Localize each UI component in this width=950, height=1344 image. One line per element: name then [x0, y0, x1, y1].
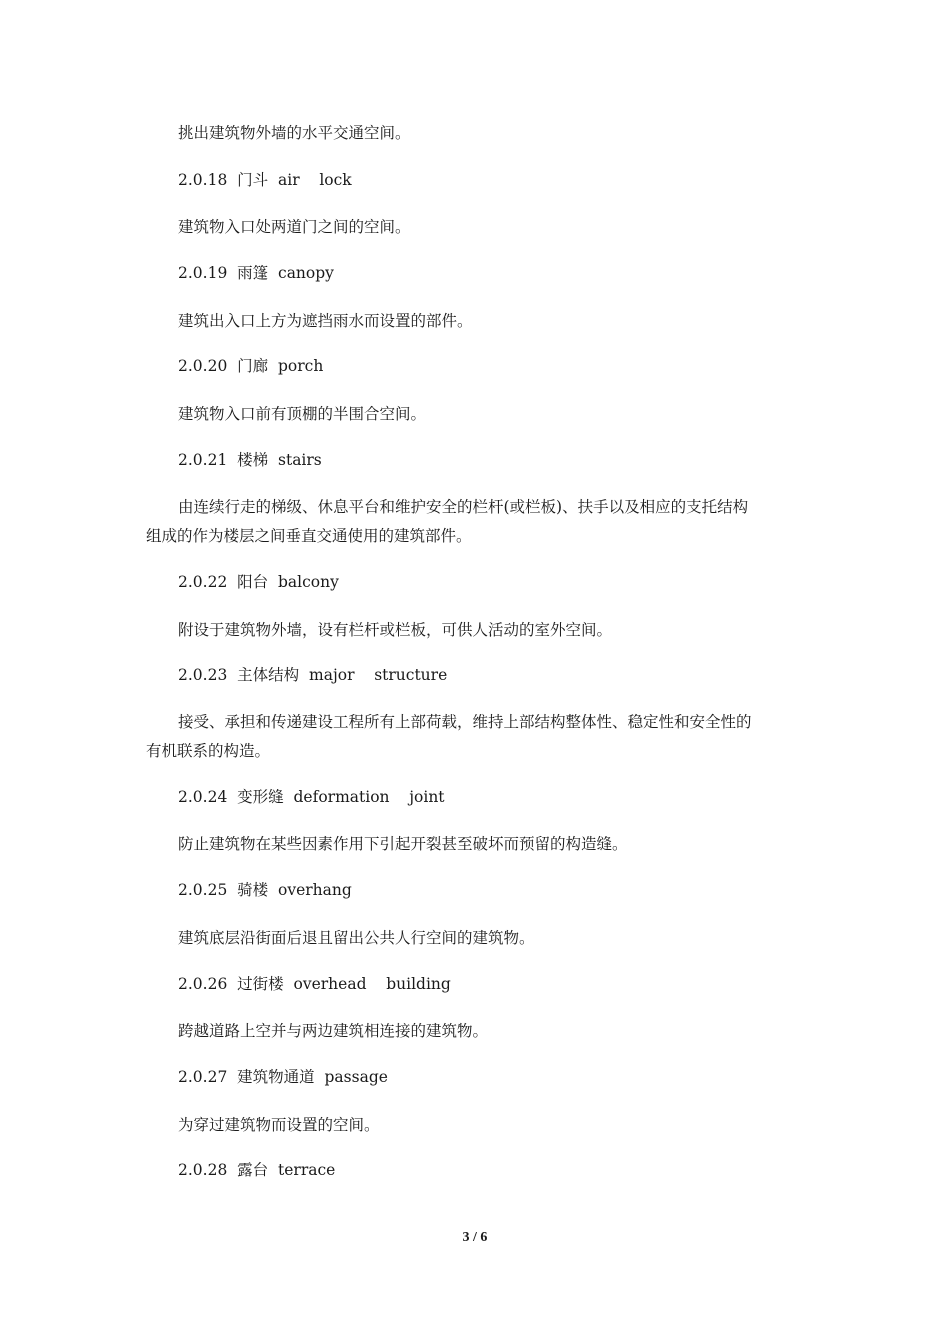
definition-text-continued: 组成的作为楼层之间垂直交通使用的建筑部件。	[146, 527, 472, 545]
term-heading: 2.0.18 门斗 air lock	[178, 171, 352, 189]
definition-text: 建筑底层沿街面后退且留出公共人行空间的建筑物。	[178, 929, 535, 947]
definition-text: 挑出建筑物外墙的水平交通空间。	[178, 124, 411, 142]
definition-text: 由连续行走的梯级、休息平台和维护安全的栏杆(或栏板)、扶手以及相应的支托结构	[178, 498, 749, 516]
term-heading: 2.0.23 主体结构 major structure	[178, 666, 448, 684]
term-heading: 2.0.26 过街楼 overhead building	[178, 975, 451, 993]
definition-text: 建筑物入口处两道门之间的空间。	[178, 218, 411, 236]
term-heading: 2.0.28 露台 terrace	[178, 1161, 336, 1179]
term-heading: 2.0.25 骑楼 overhang	[178, 881, 352, 899]
definition-text: 为穿过建筑物而设置的空间。	[178, 1116, 380, 1134]
definition-text-continued: 有机联系的构造。	[146, 742, 271, 760]
term-heading: 2.0.24 变形缝 deformation joint	[178, 788, 445, 806]
definition-text: 建筑物入口前有顶棚的半围合空间。	[178, 405, 427, 423]
page-number: 3 / 6	[462, 1230, 488, 1245]
term-heading: 2.0.22 阳台 balcony	[178, 573, 339, 591]
term-heading: 2.0.20 门廊 porch	[178, 357, 324, 375]
definition-text: 接受、承担和传递建设工程所有上部荷载，维持上部结构整体性、稳定性和安全性的	[178, 713, 752, 731]
term-heading: 2.0.21 楼梯 stairs	[178, 451, 322, 469]
term-heading: 2.0.19 雨篷 canopy	[178, 264, 334, 282]
definition-text: 建筑出入口上方为遮挡雨水而设置的部件。	[178, 312, 473, 330]
definition-text: 附设于建筑物外墙，设有栏杆或栏板，可供人活动的室外空间。	[178, 621, 613, 639]
definition-text: 跨越道路上空并与两边建筑相连接的建筑物。	[178, 1022, 489, 1040]
definition-text: 防止建筑物在某些因素作用下引起开裂甚至破坏而预留的构造缝。	[178, 835, 628, 853]
term-heading: 2.0.27 建筑物通道 passage	[178, 1068, 388, 1086]
